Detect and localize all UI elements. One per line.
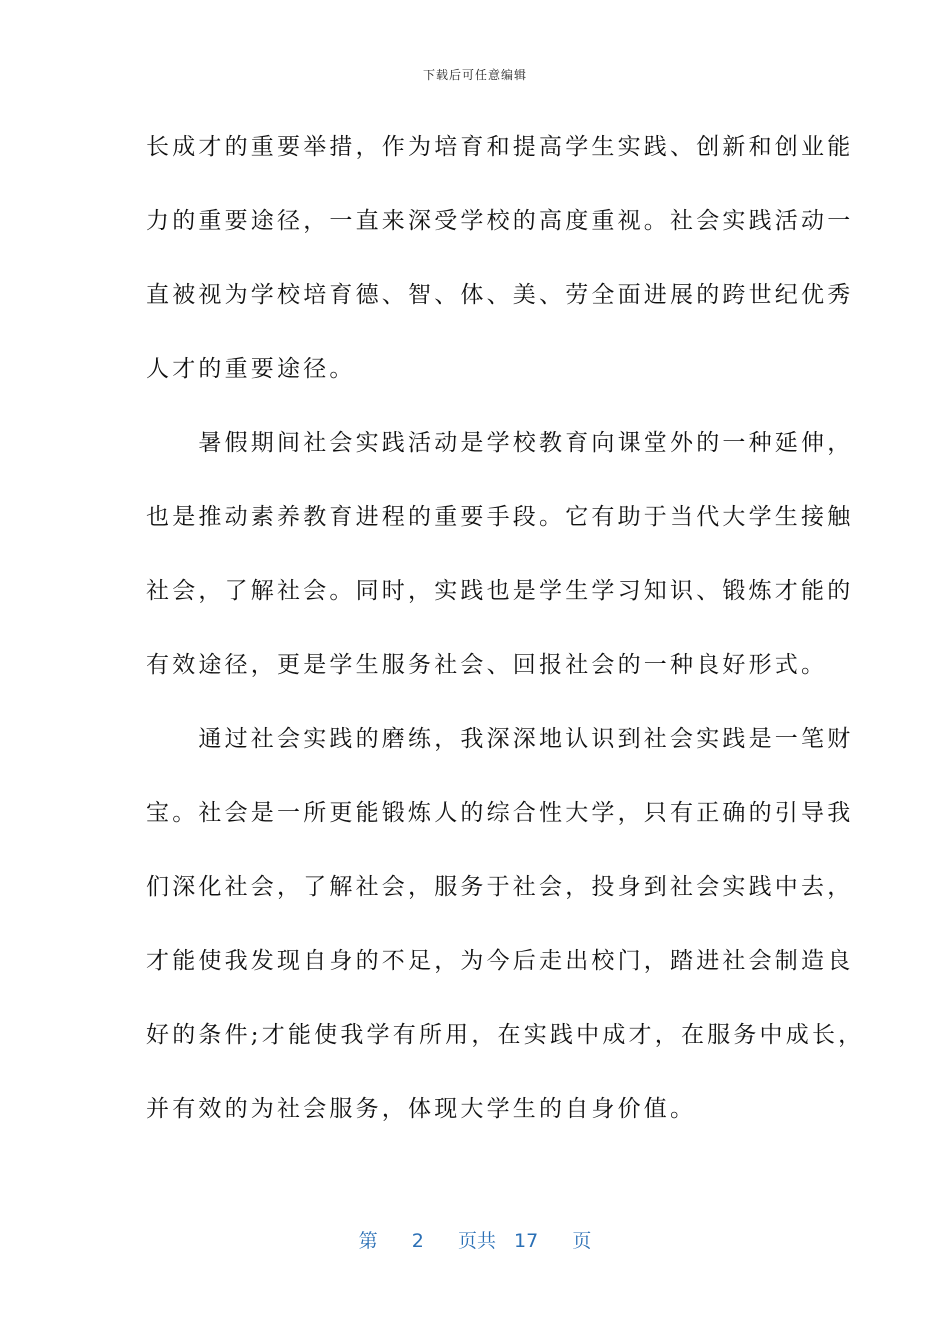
body-line: 也是推动素养教育进程的重要手段。它有助于当代大学生接触 <box>146 504 854 530</box>
footer-page-number: 2 <box>411 1230 424 1252</box>
body-line: 暑假期间社会实践活动是学校教育向课堂外的一种延伸， <box>146 430 854 456</box>
footer-middle: 页共 <box>457 1230 496 1252</box>
body-line: 力的重要途径，一直来深受学校的高度重视。社会实践活动一 <box>146 208 854 234</box>
body-line: 们深化社会，了解社会，服务于社会，投身到社会实践中去， <box>146 874 854 900</box>
body-line: 好的条件;才能使我学有所用，在实践中成才，在服务中成长， <box>146 1022 865 1048</box>
footer-total-pages: 17 <box>514 1230 539 1252</box>
footer-suffix: 页 <box>572 1230 592 1252</box>
body-line: 宝。社会是一所更能锻炼人的综合性大学，只有正确的引导我 <box>146 800 854 826</box>
body-line: 长成才的重要举措，作为培育和提高学生实践、创新和创业能 <box>146 134 854 160</box>
page-footer <box>0 1226 950 1253</box>
body-line: 直被视为学校培育德、智、体、美、劳全面进展的跨世纪优秀 <box>146 282 854 308</box>
body-line: 人才的重要途径。 <box>146 356 356 382</box>
page-header: 下载后可任意编辑 <box>422 68 527 82</box>
body-line: 通过社会实践的磨练，我深深地认识到社会实践是一笔财 <box>146 726 854 752</box>
body-line: 社会，了解社会。同时，实践也是学生学习知识、锻炼才能的 <box>146 578 854 604</box>
body-line: 才能使我发现自身的不足，为今后走出校门，踏进社会制造良 <box>146 948 854 974</box>
body-line: 并有效的为社会服务，体现大学生的自身价值。 <box>146 1096 697 1122</box>
body-line: 有效途径，更是学生服务社会、回报社会的一种良好形式。 <box>146 652 828 678</box>
document-body <box>146 120 865 1156</box>
footer-prefix: 第 <box>358 1230 378 1252</box>
